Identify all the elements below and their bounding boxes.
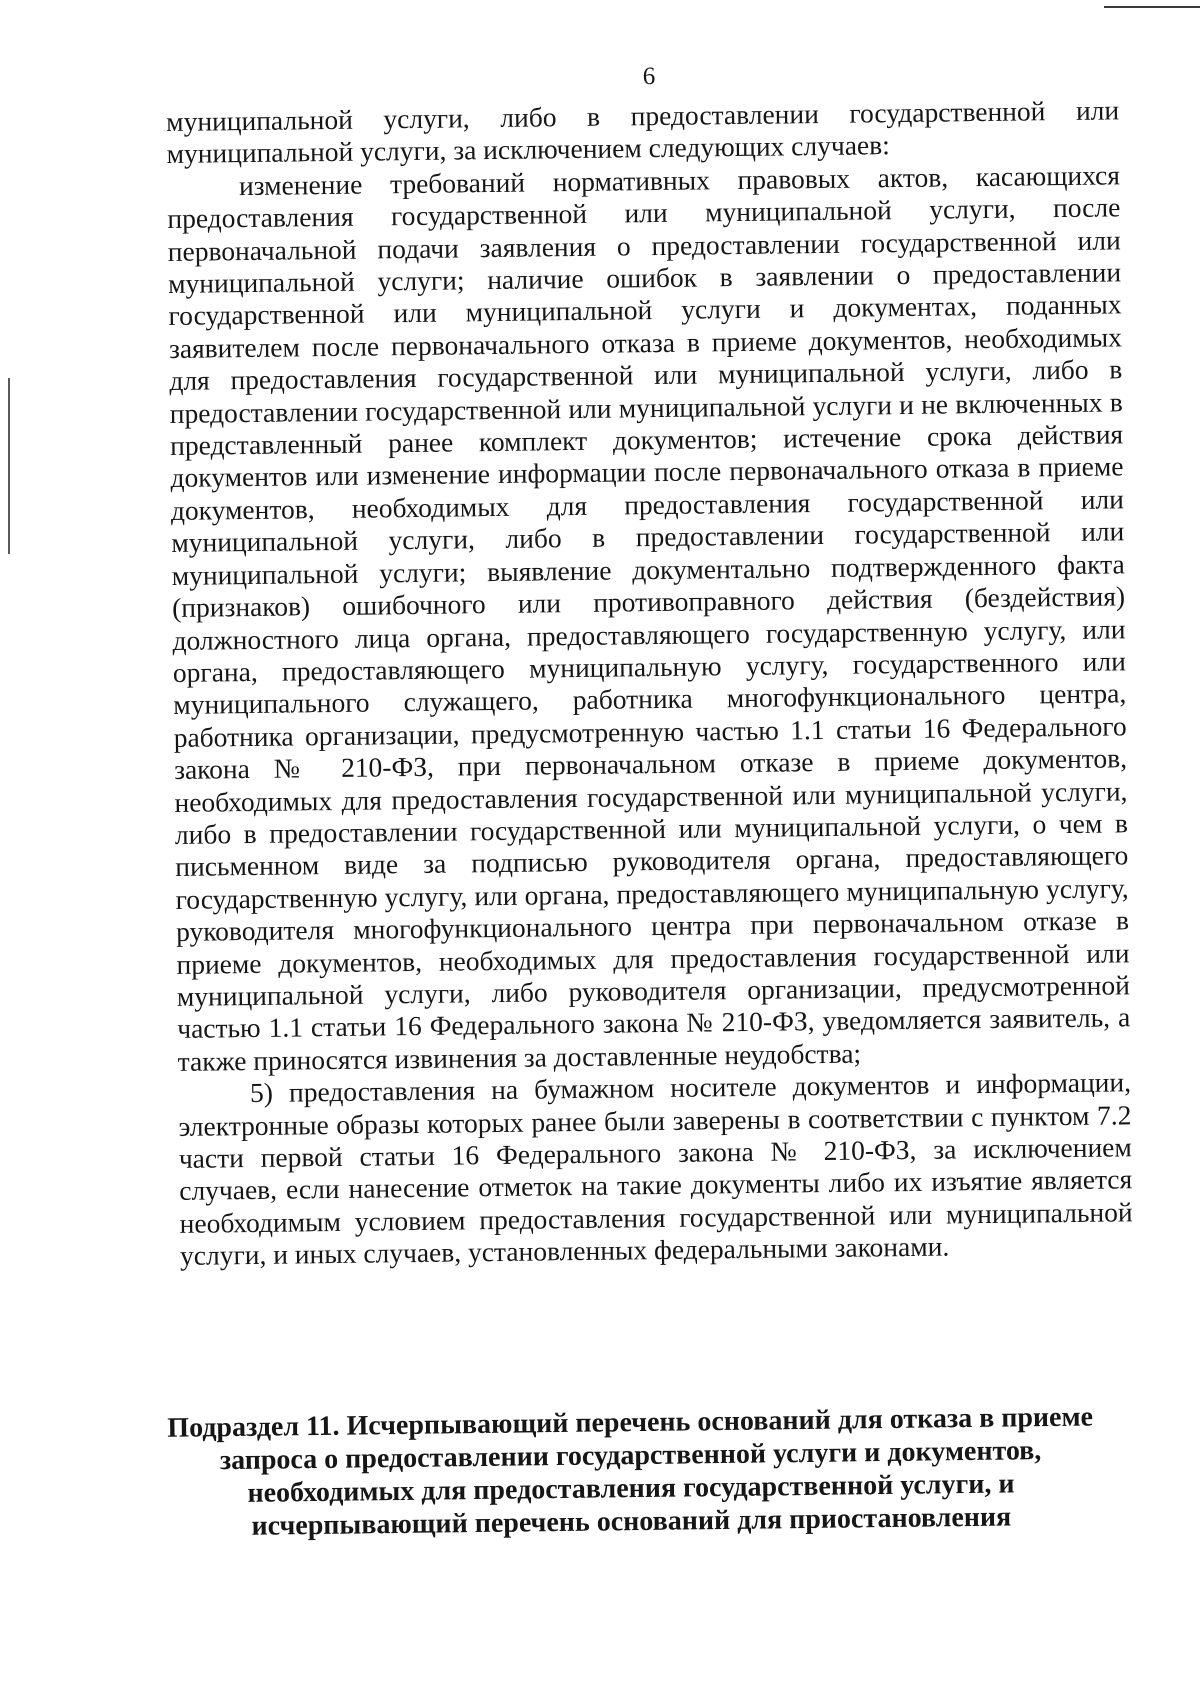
body-text — [166, 94, 1133, 1272]
paragraph: изменение требований нормативных правовых актов, касающихся предоставления государственной или муниципальной услуги, после первоначальной подачи заявления о предоставлении государственной или муниципальной услуги; наличие ошибок в заявлении о предоставлении государственной или муниципальной услуги и документах, поданных заявителем после первоначального отказа в приеме документов, необходимых для предоставления государственной или муниципальной услуги, либо в предоставлении государственной или муниципальной услуги и не включенных в представленный ранее комплект документов; истечение срока действия документов или изменение информации после первоначального отказа в приеме документов, необходимых для предоставления государственной или муниципальной услуги, либо в предоставлении государственной или муниципальной услуги; выявление документально подтвержденного факта (признаков) ошибочного или противоправного действия (бездействия) должностного лица органа, предоставляющего государственную услугу, или органа, предоставляющего муниципальную услугу, государственного или муниципального служащего, работника многофункционального центра, работника организации, предусмотренную частью 1.1 статьи 16 Федерального закона № 210-ФЗ, при первоначальном отказе в приеме документов, необходимых для предоставления государственной или муниципальной услуги, либо в предоставлении государственной или муниципальной услуги, о чем в письменном виде за подписью руководителя органа, предоставляющего государственную услугу, или органа, предоставляющего муниципальную услугу, руководителя многофункционального центра при первоначальном отказе в приеме документов, необходимых для предоставления государственной или муниципальной услуги, либо руководителя организации, предусмотренной частью 1.1 статьи 16 Федерального закона № 210-ФЗ, уведомляется заявитель, а также приносятся извинения за доставленные неудобства; — [167, 159, 1131, 1077]
paragraph: муниципальной услуги, либо в предоставлении государственной или муниципальной услуги, за исключением следующих случаев: — [166, 94, 1120, 170]
scan-edge-mark — [8, 378, 10, 554]
section-heading: Подраздел 11. Исчерпывающий перечень оснований для отказа в приеме запроса о предоставлении государственной услуги и документов, необходимых для предоставления государственной услуги, и исчерпывающий перечень оснований для приостановления — [167, 1401, 1094, 1542]
page-number: 6 — [642, 63, 656, 90]
paragraph: 5) предоставления на бумажном носителе документов и информации, электронные образы которых ранее были заверены в соответствии с пунктом 7.2 части первой статьи 16 Федерального закона № 210-ФЗ, за исключением случаев, если нанесение отметок на такие документы либо их изъятие является необходимым условием предоставления государственной или муниципальной услуги, и иных случаев, установленных федеральными законами. — [178, 1066, 1133, 1272]
scan-edge-mark — [1104, 6, 1200, 8]
